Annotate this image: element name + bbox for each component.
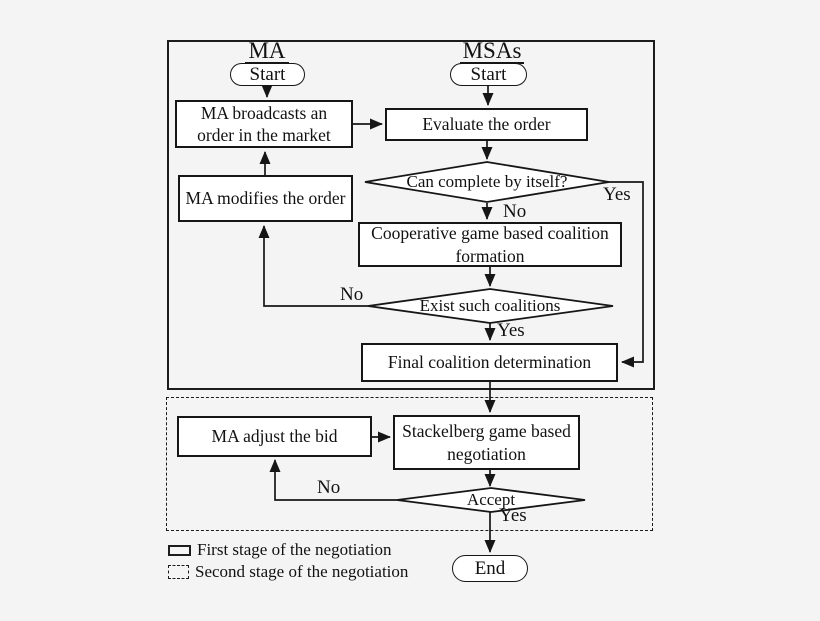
decision-exist-coalitions-shape — [368, 289, 613, 323]
column-header-ma — [222, 38, 312, 64]
legend-second-stage — [168, 562, 408, 582]
end-terminal: End — [452, 555, 528, 582]
start-msas-terminal: Start — [450, 63, 527, 86]
start-ma-terminal: Start — [230, 63, 305, 86]
column-header-msas-label: MSAs — [460, 39, 525, 64]
process-evaluate-order: Evaluate the order — [385, 108, 588, 141]
legend-first-stage — [168, 540, 392, 560]
process-ma-modifies: MA modifies the order — [178, 175, 353, 222]
solid-stage-icon — [168, 545, 191, 556]
process-cooperative-game: Cooperative game based coalition formation — [358, 222, 622, 267]
dashed-stage-icon — [168, 565, 189, 579]
legend-first-stage-label: First stage of the negotiation — [197, 540, 392, 559]
edge-label-accept-yes: Yes — [499, 505, 527, 526]
edge-label-exist-no: No — [340, 284, 364, 305]
edge-label-cancomplete-yes: Yes — [603, 184, 631, 205]
edge-label-accept-no: No — [317, 477, 341, 498]
process-final-coalition: Final coalition determination — [361, 343, 618, 382]
decision-can-complete-label: Can complete by itself? — [406, 172, 568, 191]
legend-second-stage-label: Second stage of the negotiation — [195, 562, 409, 581]
edge-label-cancomplete-no: No — [503, 201, 527, 222]
decision-accept-shape — [397, 488, 585, 512]
process-stackelberg: Stackelberg game based negotiation — [393, 415, 580, 470]
column-header-msas — [447, 38, 537, 64]
process-ma-broadcasts: MA broadcasts an order in the market — [175, 100, 353, 148]
decision-exist-coalitions-label: Exist such coalitions — [419, 296, 561, 315]
process-ma-adjust-bid: MA adjust the bid — [177, 416, 372, 457]
edge-label-exist-yes: Yes — [497, 320, 525, 341]
decision-can-complete-shape — [365, 162, 609, 202]
decision-accept-label: Accept — [466, 490, 516, 509]
column-header-ma-label: MA — [245, 39, 288, 64]
arrow-cancomplete-yes-to-final — [608, 182, 643, 362]
